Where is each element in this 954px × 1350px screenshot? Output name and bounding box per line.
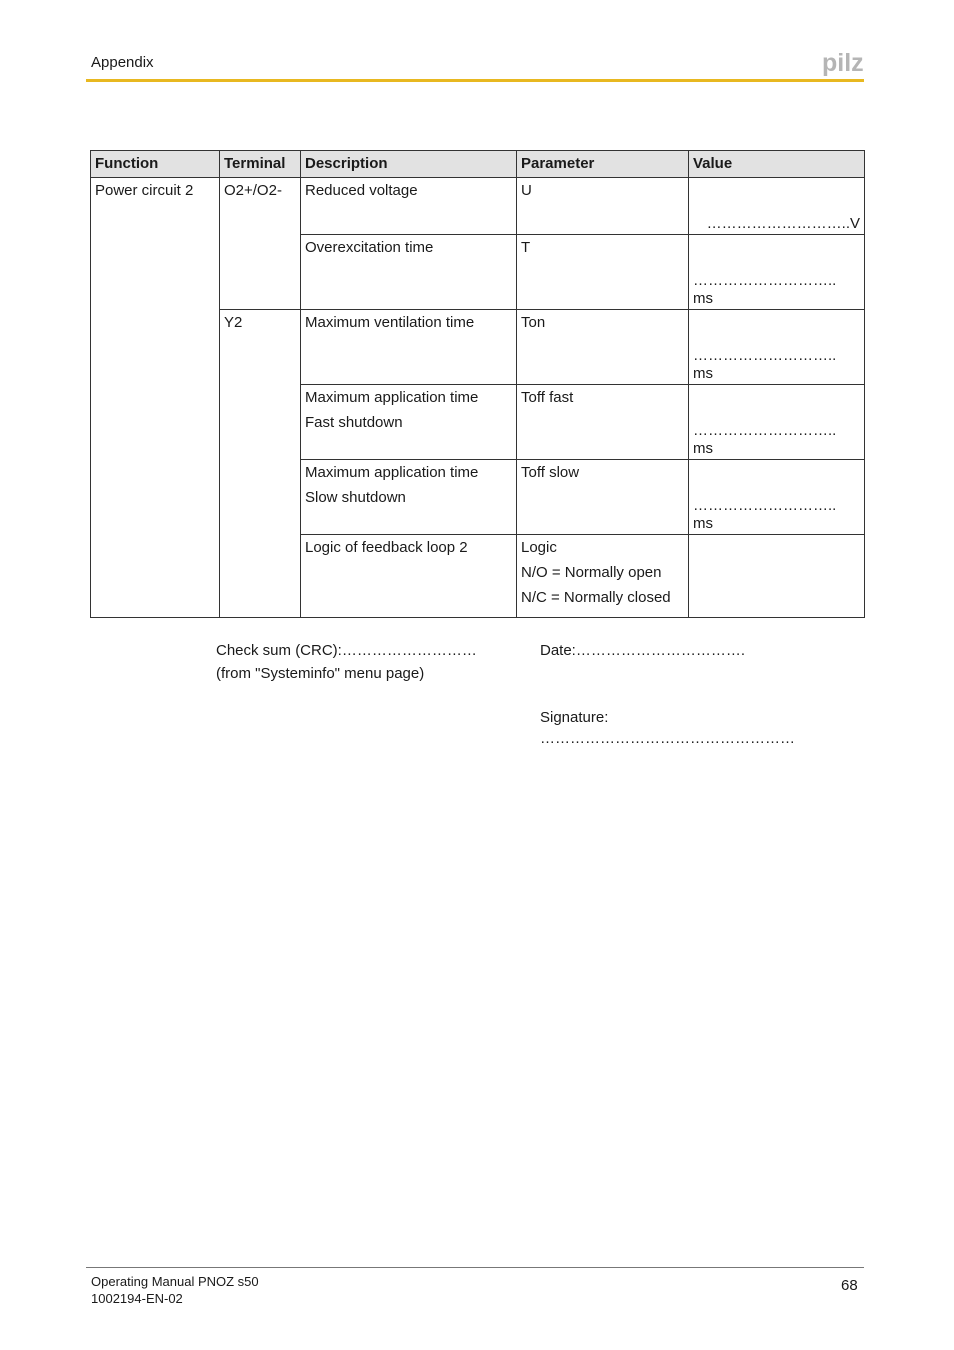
footer-divider	[86, 1267, 864, 1268]
column-header-parameter: Parameter	[517, 151, 689, 178]
description-cell: Maximum application time Slow shutdown	[301, 460, 517, 535]
page-number: 68	[841, 1277, 858, 1294]
description-cell: Maximum application time Fast shutdown	[301, 385, 517, 460]
date-field[interactable]	[540, 639, 745, 662]
value-field[interactable]: ……………………….. ms	[689, 235, 865, 310]
value-field[interactable]: ……………………….. ms	[689, 460, 865, 535]
value-field[interactable]: ………………………..V	[689, 178, 865, 235]
signature-label: Signature:	[540, 709, 609, 726]
description-cell: Maximum ventilation time	[301, 310, 517, 385]
column-header-function: Function	[91, 151, 220, 178]
table-header-row	[91, 151, 865, 178]
crc-field[interactable]: Check sum (CRC):………………………	[216, 642, 477, 659]
parameter-cell: Ton	[517, 310, 689, 385]
document-number: 1002194-EN-02	[91, 1291, 183, 1306]
description-cell: Reduced voltage	[301, 178, 517, 235]
value-field[interactable]: ……………………….. ms	[689, 385, 865, 460]
description-cell: Logic of feedback loop 2	[301, 535, 517, 618]
column-header-description: Description	[301, 151, 517, 178]
parameter-cell: U	[517, 178, 689, 235]
pilz-logo	[822, 50, 864, 76]
terminal-cell: O2+/O2-	[220, 178, 301, 310]
parameter-cell: Logic N/O = Normally open N/C = Normally closed	[517, 535, 689, 618]
function-cell: Power circuit 2	[91, 178, 220, 618]
manual-title: Operating Manual PNOZ s50	[91, 1274, 259, 1289]
parameter-cell: Toff slow	[517, 460, 689, 535]
table-row	[91, 178, 865, 235]
parameter-cell: T	[517, 235, 689, 310]
column-header-terminal: Terminal	[220, 151, 301, 178]
description-cell: Overexcitation time	[301, 235, 517, 310]
date-label: Date:…………………………….	[540, 642, 746, 659]
crc-block	[216, 639, 477, 685]
signature-block	[540, 707, 795, 749]
crc-note: (from "Systeminfo" menu page)	[216, 665, 425, 682]
footer-manual-info	[91, 1273, 259, 1307]
terminal-cell: Y2	[220, 310, 301, 618]
header-divider	[86, 79, 864, 82]
parameter-table	[90, 150, 865, 618]
logo-text: pilz	[822, 50, 864, 76]
signature-field[interactable]: ……………………………………………	[540, 730, 795, 747]
column-header-value: Value	[689, 151, 865, 178]
value-field[interactable]	[689, 535, 865, 618]
section-title: Appendix	[91, 54, 154, 71]
parameter-cell: Toff fast	[517, 385, 689, 460]
value-field[interactable]: ……………………….. ms	[689, 310, 865, 385]
